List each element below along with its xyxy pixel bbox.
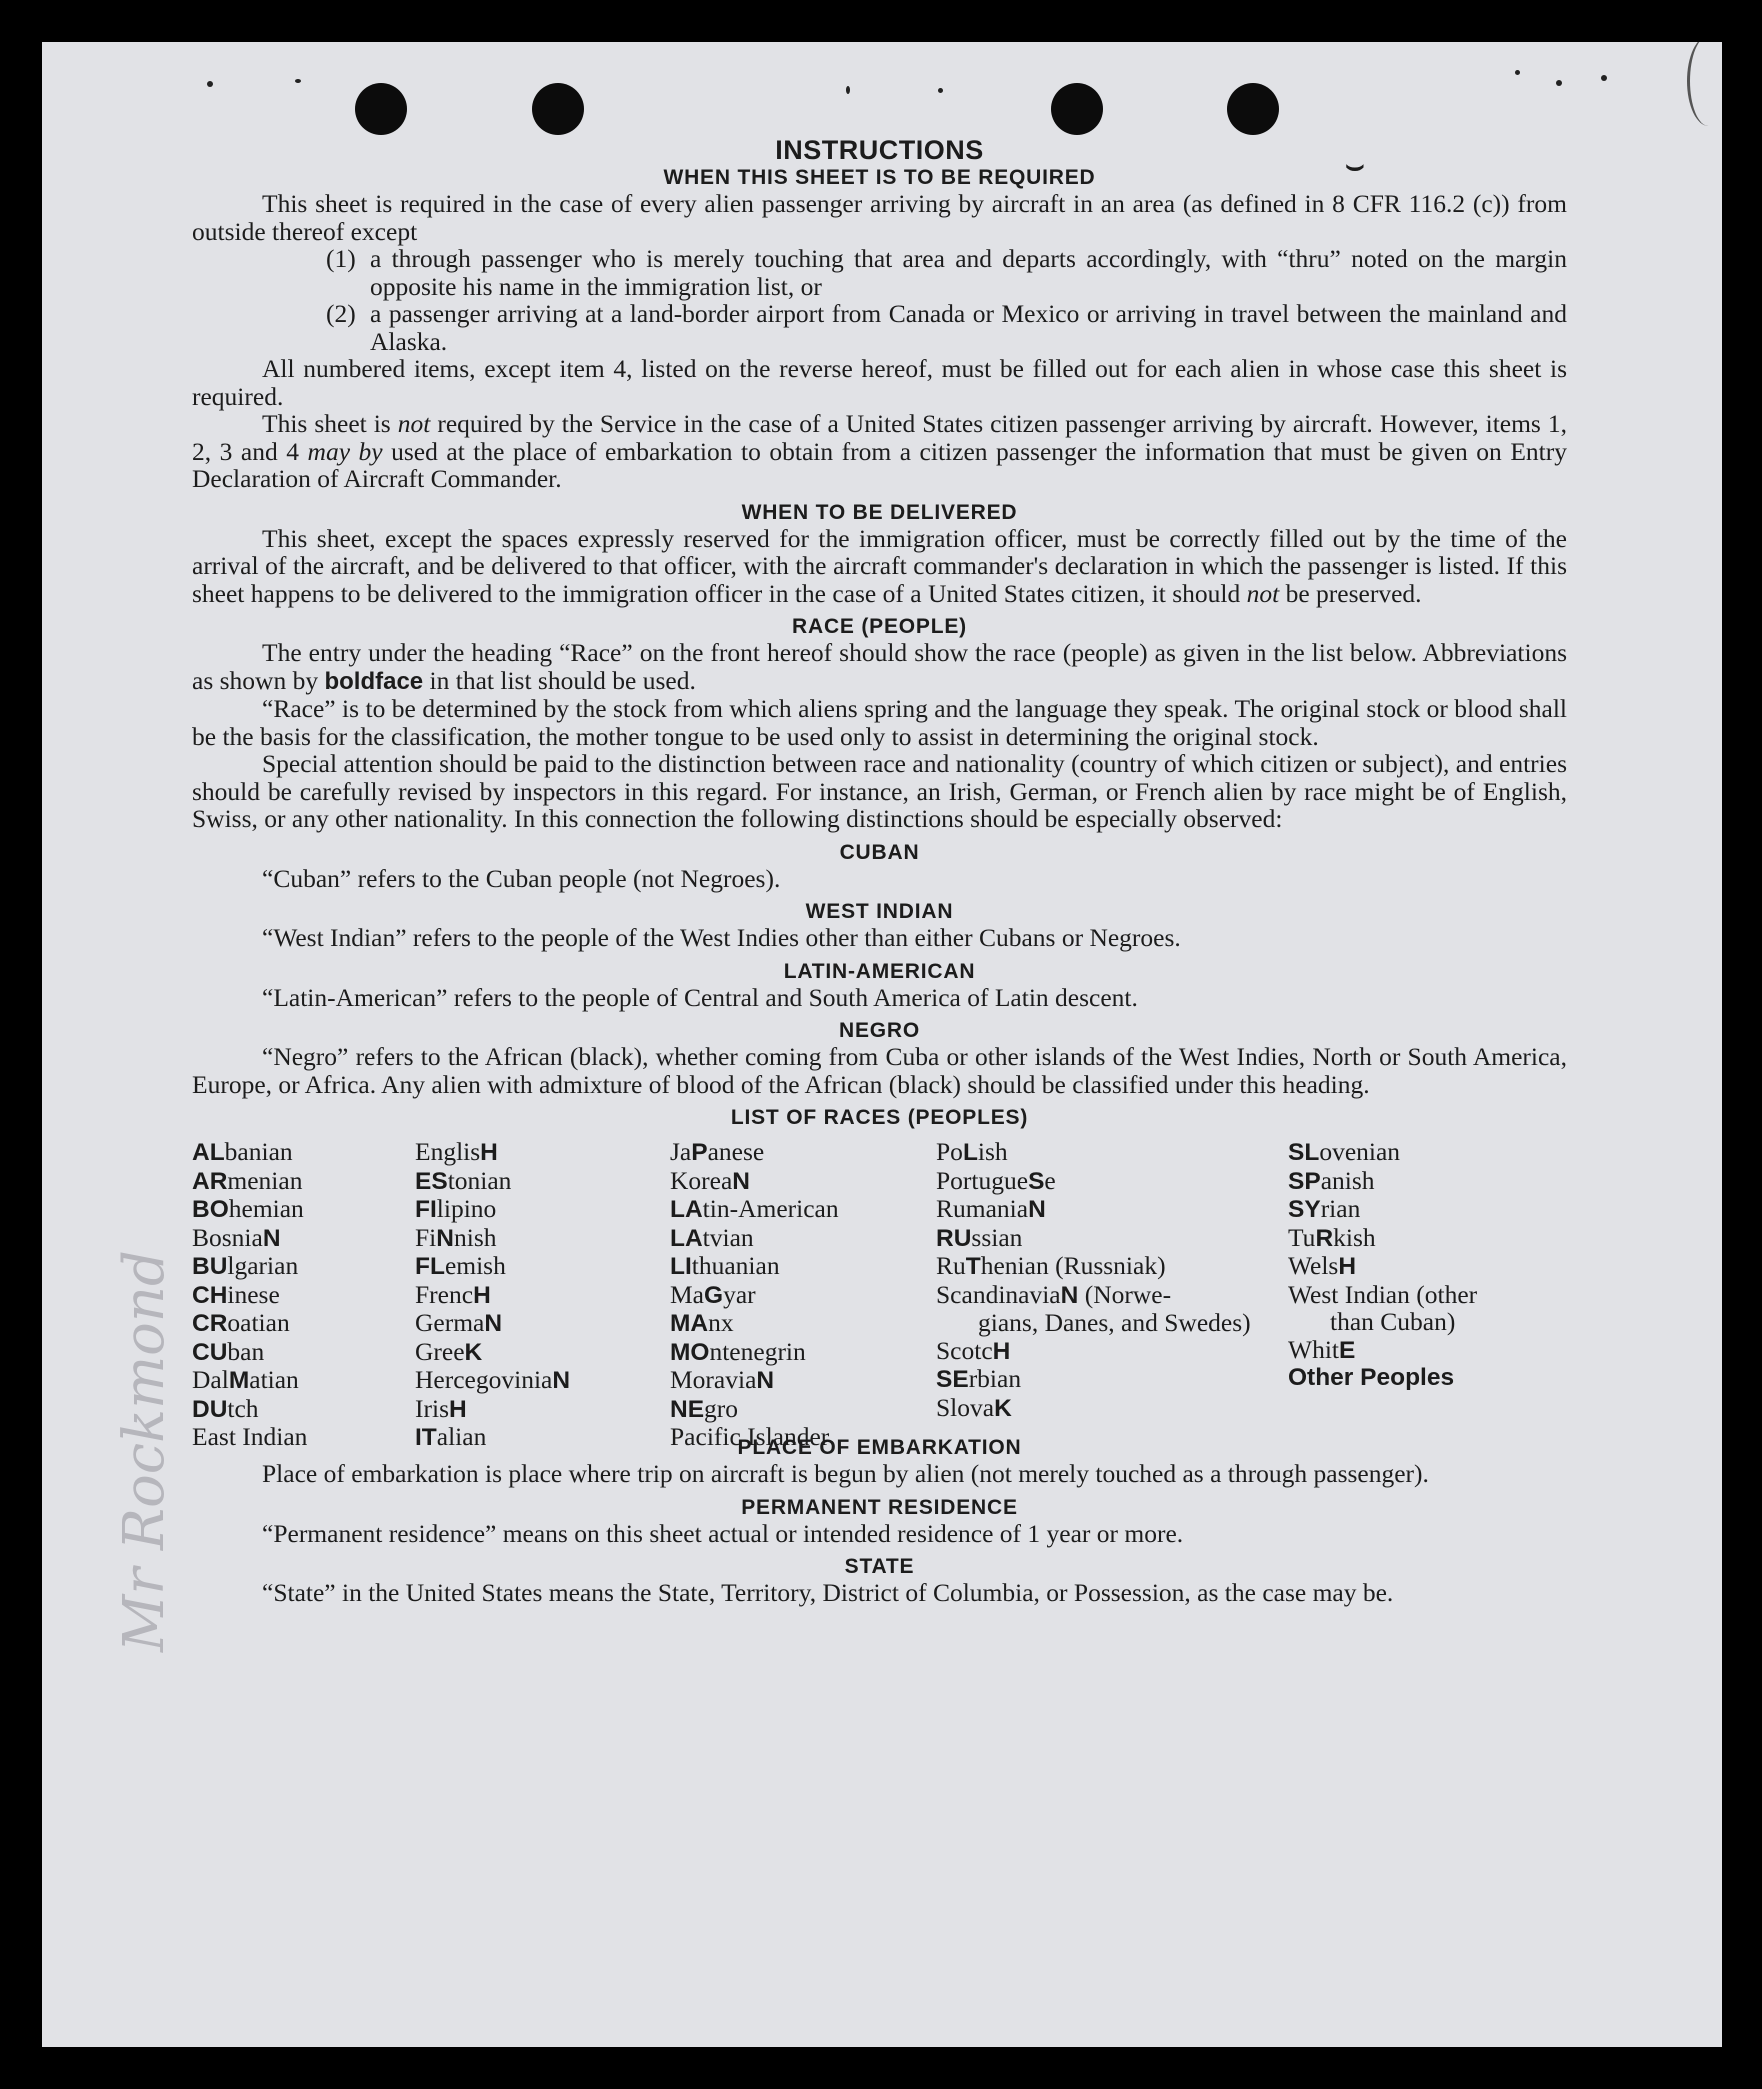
race-entry: CUban	[192, 1336, 265, 1366]
race-entry: MAnx	[670, 1308, 734, 1337]
section-heading-when-required: WHEN THIS SHEET IS TO BE REQUIRED	[663, 166, 1096, 189]
race-entry: ITalian	[415, 1422, 487, 1451]
race-entry-continuation: gians, Danes, and Swedes)	[978, 1308, 1251, 1337]
paragraph: All numbered items, except item 4, listed on the reverse hereof, must be filled out for each alien in whose case this sheet is required.	[192, 354, 1567, 411]
paragraph: “Permanent residence” means on this sheet actual or intended residence of 1 year or more.	[262, 1518, 1184, 1548]
handwritten-note: Mr Rockmond	[112, 1250, 177, 1652]
race-entry: ScandinaviaN (Norwe-	[936, 1279, 1172, 1309]
punch-hole	[1227, 83, 1279, 135]
section-heading-latin-american: LATIN-AMERICAN	[783, 959, 976, 983]
race-entry: GreeK	[415, 1336, 483, 1366]
race-other-peoples: Other Peoples	[1288, 1364, 1455, 1391]
ink-flourish: ⌣	[1345, 148, 1365, 183]
paragraph: “Race” is to be determined by the stock from which aliens spring and the language they speak. The original stock or blood shall be the basis for the classification, the mother tongue to be used only to assist in determining the original stock.	[192, 694, 1567, 751]
item-text: a through passenger who is merely touching that area and departs accordingly, with “thru” noted on the margin opposite his name in the immigration list, or	[370, 244, 1567, 301]
speck	[938, 88, 943, 93]
race-entry: EStonian	[415, 1165, 512, 1195]
section-heading-cuban: CUBAN	[839, 840, 920, 864]
race-entry: Pacific Islander	[670, 1422, 830, 1451]
race-entry-continuation: than Cuban)	[1330, 1307, 1456, 1336]
speck	[1601, 75, 1607, 81]
race-entry: FIlipino	[415, 1194, 497, 1223]
punch-hole	[532, 83, 584, 135]
races-column	[670, 1138, 839, 1451]
race-entry: LAtvian	[670, 1222, 754, 1252]
exception-item	[326, 245, 1567, 300]
speck	[846, 86, 850, 94]
paragraph: Place of embarkation is place where trip on aircraft is begun by alien (not merely touched as a through passenger).	[262, 1459, 1429, 1488]
race-entry: DUtch	[192, 1393, 259, 1423]
race-entry: LIthuanian	[670, 1251, 780, 1280]
paragraph: “Negro” refers to the African (black), whether coming from Cuba or other islands of the West Indies, North or South America, Europe, or Africa. Any alien with admixture of blood of the African (black) should be classified under this heading.	[192, 1042, 1567, 1099]
race-entry: NEgro	[670, 1393, 739, 1423]
section-heading-list-of-races: LIST OF RACES (PEOPLES)	[730, 1106, 1029, 1129]
paragraph: “Cuban” refers to the Cuban people (not Negroes).	[262, 863, 781, 893]
race-entry: FLemish	[415, 1251, 506, 1280]
paragraph: This sheet is required in the case of every alien passenger arriving by aircraft in an area (as defined in 8 CFR 116.2 (c)) from outside thereof except	[192, 189, 1567, 246]
race-entry: BOhemian	[192, 1194, 304, 1223]
race-entry: SYrian	[1288, 1194, 1361, 1223]
item-number: (1)	[326, 244, 356, 273]
race-entry: FiNnish	[415, 1222, 497, 1252]
race-entry: RumaniaN	[936, 1194, 1046, 1223]
race-entry: MOntenegrin	[670, 1336, 806, 1366]
races-column	[192, 1138, 307, 1451]
section-heading-embarkation: PLACE OF EMBARKATION	[737, 1436, 1022, 1459]
race-entry: JaPanese	[670, 1137, 765, 1166]
race-entry: TuRkish	[1288, 1222, 1376, 1252]
race-entry: PoLish	[936, 1137, 1008, 1166]
exception-item	[326, 300, 1567, 355]
speck	[295, 79, 301, 83]
race-entry: MoraviaN	[670, 1365, 775, 1394]
page-title: INSTRUCTIONS	[775, 135, 984, 165]
race-entry: PortugueSe	[936, 1165, 1056, 1195]
section-heading-when-delivered: WHEN TO BE DELIVERED	[741, 500, 1018, 524]
races-column	[936, 1138, 1251, 1422]
race-entry: RuThenian (Russniak)	[936, 1251, 1166, 1280]
punch-hole	[355, 83, 407, 135]
race-entry: CHinese	[192, 1279, 280, 1309]
race-entry: CRoatian	[192, 1308, 290, 1337]
section-heading-residence: PERMANENT RESIDENCE	[741, 1495, 1018, 1519]
item-number: (2)	[326, 299, 356, 328]
race-entry: West Indian (other	[1288, 1279, 1478, 1309]
race-entry: MaGyar	[670, 1279, 756, 1309]
page-curl	[1687, 42, 1722, 126]
race-entry: EnglisH	[415, 1137, 498, 1166]
document-page	[42, 42, 1722, 2047]
race-entry: GermaN	[415, 1308, 503, 1337]
race-entry: East Indian	[192, 1422, 308, 1451]
race-entry: WelsH	[1288, 1251, 1357, 1280]
paragraph: “Latin-American” refers to the people of Central and South America of Latin descent.	[262, 982, 1138, 1012]
race-entry: SLovenian	[1288, 1137, 1401, 1166]
race-entry: ScotcH	[936, 1335, 1011, 1365]
speck	[1515, 70, 1520, 75]
paragraph: The entry under the heading “Race” on the front hereof should show the race (people) as given in the list below. Abbreviations as shown by boldface in that list should be used.	[192, 638, 1567, 695]
race-entry: ARmenian	[192, 1165, 303, 1195]
paragraph: “State” in the United States means the State, Territory, District of Columbia, or Possession, as the case may be.	[262, 1578, 1394, 1607]
paragraph: “West Indian” refers to the people of the West Indies other than either Cubans or Negroes.	[262, 923, 1181, 952]
race-entry: RUssian	[936, 1222, 1023, 1252]
section-heading-west-indian: WEST INDIAN	[805, 900, 954, 923]
section-heading-negro: NEGRO	[838, 1019, 920, 1042]
race-entry: BUlgarian	[192, 1251, 299, 1280]
races-column	[415, 1138, 570, 1452]
race-entry: BosniaN	[192, 1222, 281, 1252]
instructions-content	[192, 134, 1567, 1607]
race-entry: DalMatian	[192, 1365, 299, 1394]
speck	[1556, 80, 1562, 86]
race-entry: WhitE	[1288, 1334, 1356, 1364]
paragraph: This sheet is not required by the Service in the case of a United States citizen passenger arriving by aircraft. However, items 1, 2, 3 and 4 may by used at the place of embarkation to obtain from a citizen passenger the information that must be given on Entry Declaration of Aircraft Commander.	[192, 409, 1567, 493]
section-heading-state: STATE	[844, 1555, 915, 1578]
punch-hole	[1051, 83, 1103, 135]
section-heading-race: RACE (PEOPLE)	[792, 615, 967, 638]
race-entry: ALbanian	[192, 1137, 293, 1166]
race-entry: IrisH	[415, 1393, 467, 1423]
race-entry: SlovaK	[936, 1392, 1012, 1422]
item-text: a passenger arriving at a land-border airport from Canada or Mexico or arriving in travel between the mainland and Alaska.	[370, 299, 1567, 356]
paragraph: This sheet, except the spaces expressly reserved for the immigration officer, must be correctly filled out by the time of the arrival of the aircraft, and be delivered to that officer, with the aircraft commander's declaration in which the passenger is listed. If this sheet happens to be delivered to the immigration officer in the case of a United States citizen, it should not be preserved.	[192, 523, 1567, 608]
races-column	[1288, 1138, 1570, 1392]
race-entry: KoreaN	[670, 1165, 750, 1195]
speck	[207, 81, 213, 87]
paragraph: Special attention should be paid to the distinction between race and nationality (country of which citizen or subject), and entries should be carefully revised by inspectors in this regard. For instance, an Irish, German, or French alien by race might be of English, Swiss, or any other nationality. In this connection the following distinctions should be especially observed:	[192, 749, 1567, 833]
race-entry: HercegoviniaN	[415, 1365, 571, 1394]
race-entry: LAtin-American	[670, 1194, 839, 1223]
race-entry: SPanish	[1288, 1165, 1375, 1195]
race-entry: SErbian	[936, 1364, 1022, 1393]
race-entry: FrencH	[415, 1279, 491, 1309]
